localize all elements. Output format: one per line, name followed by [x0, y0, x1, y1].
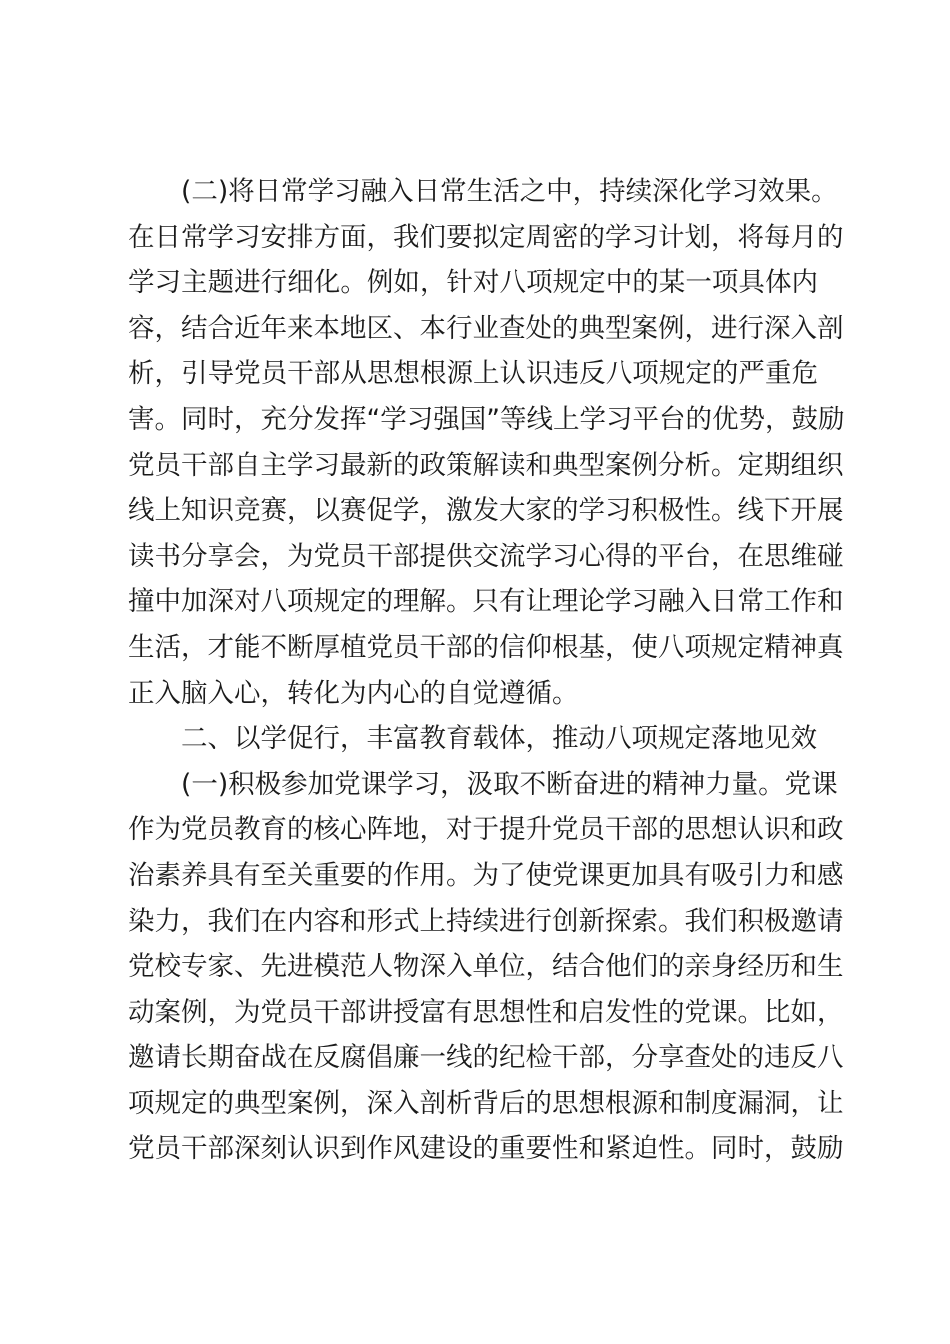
text-line: 党校专家、先进模范人物深入单位，结合他们的亲身经历和生: [128, 951, 844, 983]
text-line: 害。同时，充分发挥“学习强国”等线上学习平台的优势，鼓励: [128, 403, 845, 435]
text-line: 正入脑入心，转化为内心的自觉遵循。: [128, 677, 579, 709]
text-line: 项规定的典型案例，深入剖析背后的思想根源和制度漏洞，让: [128, 1087, 844, 1119]
text-line: 生活，才能不断厚植党员干部的信仰根基，使八项规定精神真: [128, 631, 844, 663]
text-line: 染力，我们在内容和形式上持续进行创新探索。我们积极邀请: [128, 905, 844, 937]
text-line: 党员干部深刻认识到作风建设的重要性和紧迫性。同时，鼓励: [128, 1133, 844, 1165]
section-heading: 二、以学促行，丰富教育载体，推动八项规定落地见效: [181, 723, 817, 755]
document-body: [128, 169, 845, 1172]
text-line: 邀请长期奋战在反腐倡廉一线的纪检干部，分享查处的违反八: [128, 1042, 844, 1074]
text-line: 动案例，为党员干部讲授富有思想性和启发性的党课。比如，: [128, 996, 844, 1028]
text-line: 治素养具有至关重要的作用。为了使党课更加具有吸引力和感: [128, 859, 844, 891]
text-line: 党员干部自主学习最新的政策解读和典型案例分析。定期组织: [128, 449, 844, 481]
text-line: (二)将日常学习融入日常生活之中，持续深化学习效果。: [181, 176, 838, 207]
paragraph-party-lessons: [128, 762, 844, 1172]
text-line: 析，引导党员干部从思想根源上认识违反八项规定的严重危: [128, 358, 818, 390]
text-line: 读书分享会，为党员干部提供交流学习心得的平台，在思维碰: [128, 540, 844, 572]
text-line: 作为党员教育的核心阵地，对于提升党员干部的思想认识和政: [128, 814, 844, 846]
paragraph-learning-into-daily-life: [128, 169, 845, 716]
text-line: 在日常学习安排方面，我们要拟定周密的学习计划，将每月的: [128, 221, 844, 253]
text-line: 容，结合近年来本地区、本行业查处的典型案例，进行深入剖: [128, 312, 844, 344]
text-line: 线上知识竞赛，以赛促学，激发大家的学习积极性。线下开展: [128, 495, 844, 527]
text-line: 学习主题进行细化。例如，针对八项规定中的某一项具体内: [128, 267, 818, 299]
text-line: 撞中加深对八项规定的理解。只有让理论学习融入日常工作和: [128, 586, 844, 618]
text-line: (一)积极参加党课学习，汲取不断奋进的精神力量。党课: [181, 768, 838, 800]
